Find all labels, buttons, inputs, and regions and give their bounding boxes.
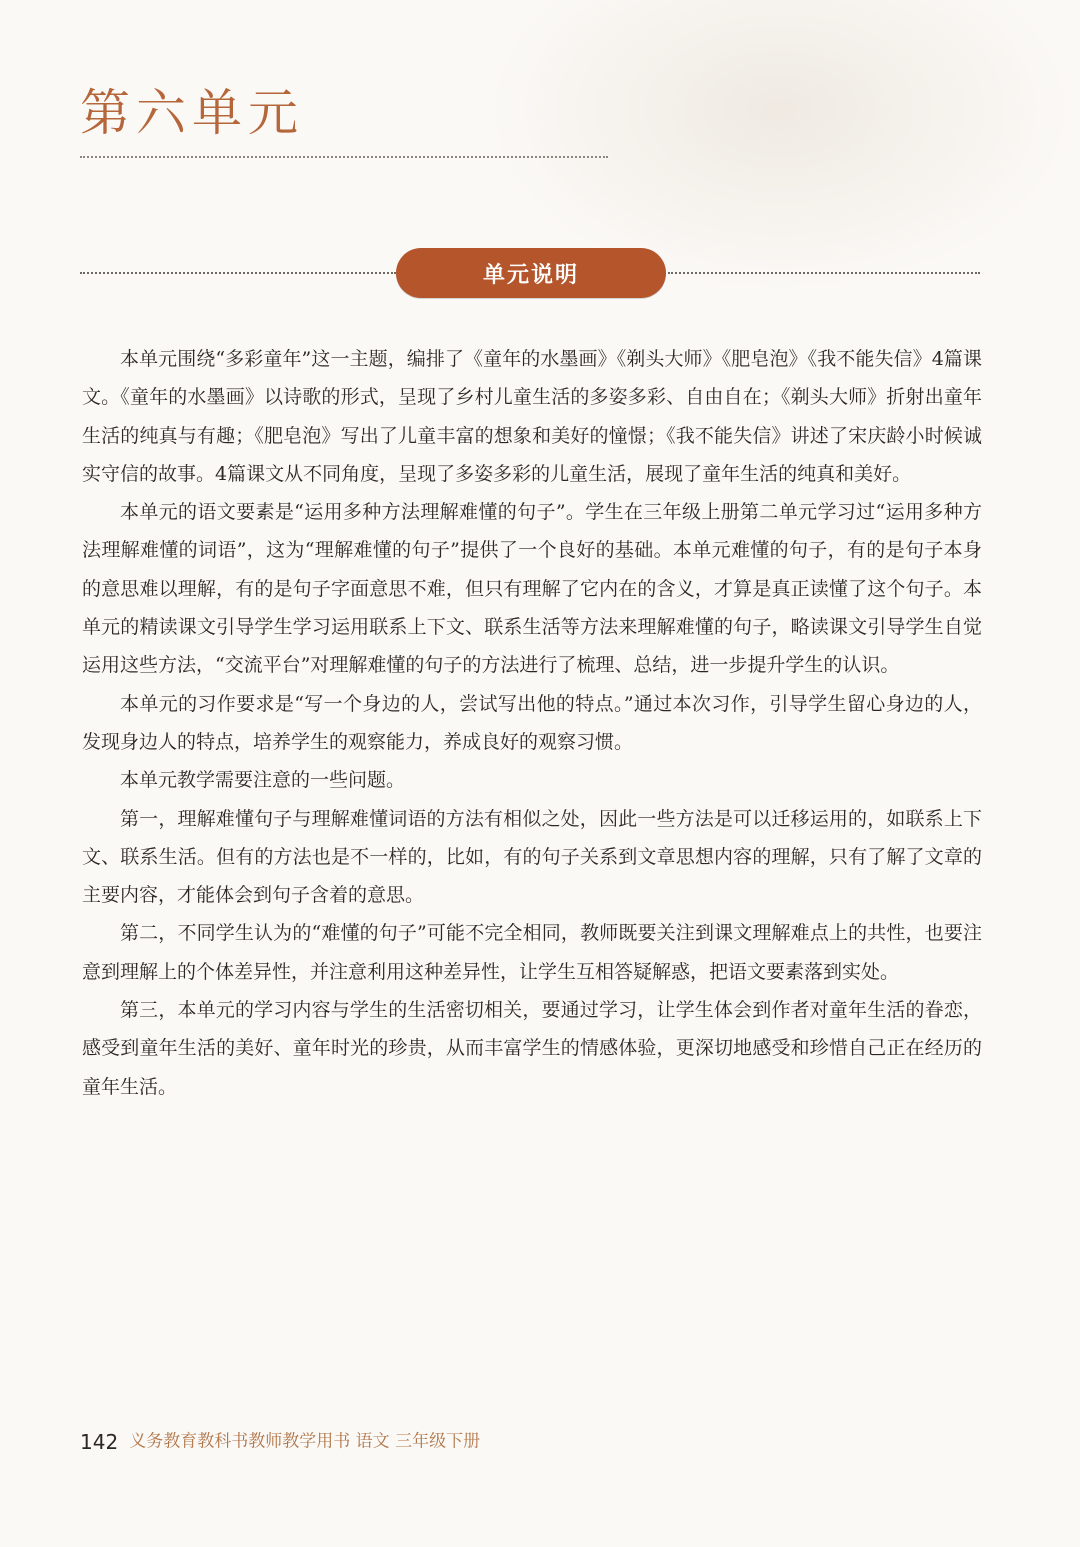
- unit-title: 第六单元: [80, 84, 304, 142]
- title-dotted-rule: [80, 156, 608, 158]
- book-title: 义务教育教科书教师教学用书 语文 三年级下册: [129, 1431, 481, 1452]
- paragraph-note-first: 第一，理解难懂句子与理解难懂词语的方法有相似之处，因此一些方法是可以迁移运用的，如联系上下文、联系生活。但有的方法也是不一样的，比如，有的句子关系到文章思想内容的理解，只有了解了文章的主要内容，才能体会到句子含着的意思。: [82, 807, 982, 907]
- section-header: [80, 248, 980, 302]
- page-footer: [80, 1432, 480, 1452]
- paragraph-language-elements: 本单元的语文要素是“运用多种方法理解难懂的句子”。学生在三年级上册第二单元学习过“运用多种方法理解难懂的词语”，这为“理解难懂的句子”提供了一个良好的基础。本单元难懂的句子，有的是句子本身的意思难以理解，有的是句子字面意思不难，但只有理解了它内在的含义，才算是真正读懂了这个句子。本单元的精读课文引导学生学习运用联系上下文、联系生活等方法来理解难懂的句子，略读课文引导学生自觉运用这些方法，“交流平台”对理解难懂的句子的方法进行了梳理、总结，进一步提升学生的认识。: [82, 501, 982, 677]
- paragraph-note-third: 第三，本单元的学习内容与学生的生活密切相关，要通过学习，让学生体会到作者对童年生活的眷恋，感受到童年生活的美好、童年时光的珍贵，从而丰富学生的情感体验，更深切地感受和珍惜自己正在经历的童年生活。: [82, 999, 982, 1098]
- paragraph-note-second: 第二，不同学生认为的“难懂的句子”可能不完全相同，教师既要关注到课文理解难点上的共性，也要注意到理解上的个体差异性，并注意利用这种差异性，让学生互相答疑解惑，把语文要素落到实处。: [82, 922, 982, 983]
- paragraph-teaching-notes-intro: 本单元教学需要注意的一些问题。: [120, 769, 406, 792]
- unit-description-body: [82, 340, 982, 1106]
- section-dotted-rule-left: [80, 272, 396, 274]
- section-label-pill: 单元说明: [396, 248, 666, 298]
- section-dotted-rule-right: [668, 272, 980, 274]
- paragraph-theme: 本单元围绕“多彩童年”这一主题，编排了《童年的水墨画》《剃头大师》《肥皂泡》《我不能失信》4篇课文。《童年的水墨画》以诗歌的形式，呈现了乡村儿童生活的多姿多彩、自由自在；《剃头大师》折射出童年生活的纯真与有趣；《肥皂泡》写出了儿童丰富的想象和美好的憧憬；《我不能失信》讲述了宋庆龄小时候诚实守信的故事。4篇课文从不同角度，呈现了多姿多彩的儿童生活，展现了童年生活的纯真和美好。: [82, 348, 982, 485]
- page-number: 142: [80, 1430, 119, 1454]
- paragraph-writing-task: 本单元的习作要求是“写一个身边的人，尝试写出他的特点。”通过本次习作，引导学生留心身边的人，发现身边人的特点，培养学生的观察能力，养成良好的观察习惯。: [82, 692, 982, 753]
